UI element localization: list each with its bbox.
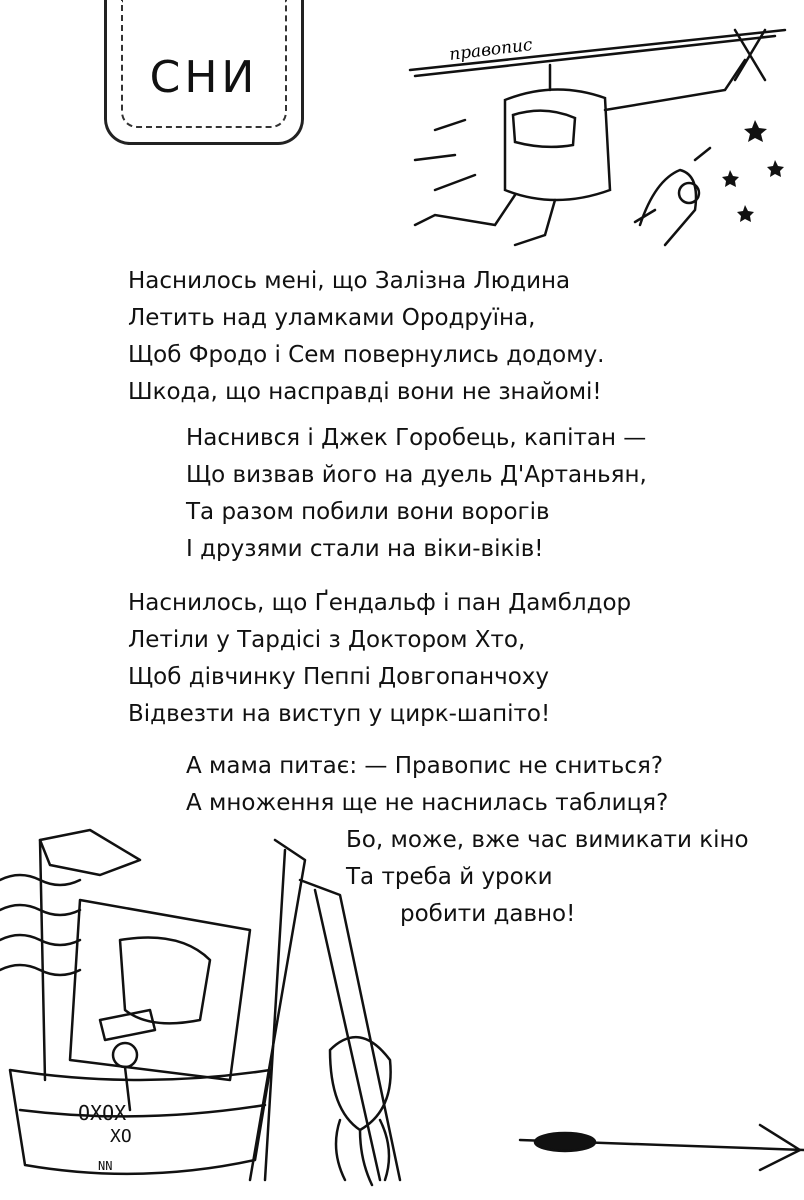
boat-mark: OXOX bbox=[78, 1101, 127, 1125]
pirate-ship-illustration bbox=[0, 820, 804, 1200]
stanza-3 bbox=[128, 585, 631, 733]
boat-mark: NN bbox=[98, 1159, 113, 1173]
poem-line: робити давно! bbox=[400, 901, 576, 927]
poem-line: Наснилось мені, що Залізна Людина bbox=[128, 268, 571, 294]
poem-line: Шкода, що насправді вони не знайомі! bbox=[128, 379, 602, 405]
stanza-2 bbox=[186, 420, 647, 568]
stanza-1 bbox=[128, 263, 605, 411]
poem-line: Та треба й уроки bbox=[346, 864, 553, 890]
poem-line: Летіли у Тардісі з Доктором Хто, bbox=[128, 627, 526, 653]
poem-line: Наснився і Джек Горобець, капітан — bbox=[186, 425, 647, 451]
poem-line: Щоб дівчинку Пеппі Довгопанчоху bbox=[128, 664, 549, 690]
poem-line: А мама питає: — Правопис не сниться? bbox=[186, 753, 664, 779]
poem-line: А множення ще не наснилась таблиця? bbox=[186, 790, 669, 816]
page-title: СНИ bbox=[149, 52, 259, 103]
helicopter-label: правопис bbox=[448, 34, 534, 65]
poem-line: Відвезти на виступ у цирк-шапіто! bbox=[128, 701, 551, 727]
poem-line: Летить над уламками Ородруїна, bbox=[128, 305, 536, 331]
stanza-4 bbox=[186, 748, 668, 822]
poem-line: Бо, може, вже час вимикати кіно bbox=[346, 827, 749, 853]
boat-mark: XO bbox=[110, 1126, 132, 1147]
poem-line: І друзями стали на віки-віків! bbox=[186, 536, 544, 562]
poem-line: Та разом побили вони ворогів bbox=[186, 499, 550, 525]
helicopter-illustration bbox=[395, 10, 804, 260]
poem-line: Щоб Фродо і Сем повернулись додому. bbox=[128, 342, 605, 368]
poem-line: Наснилось, що Ґендальф і пан Дамблдор bbox=[128, 590, 632, 616]
title-frame bbox=[104, 0, 304, 145]
poem-line: Що визвав його на дуель Д'Артаньян, bbox=[186, 462, 647, 488]
